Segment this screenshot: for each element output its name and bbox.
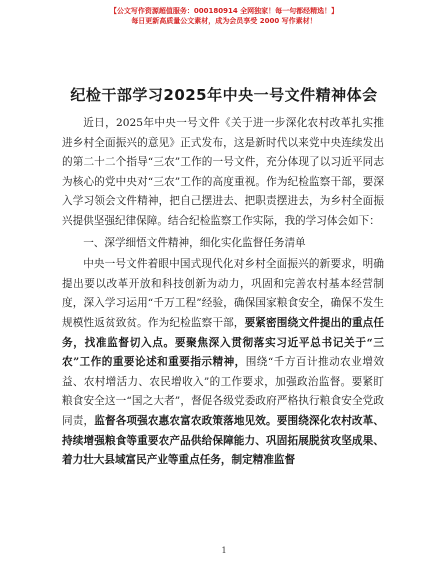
document-body [62, 114, 384, 471]
header-banner [0, 6, 448, 26]
document-title: 纪检干部学习2025年中央一号文件精神体会 [70, 86, 378, 104]
paragraph-2-text-c: 围绕“千方百计推动农业增效益、农村增活力、农民增收入”的工作要求，加强政治监督。要紧盯粮食安全这一“国之大者”，督促各级党委政府严格执行粮食安全党政同责， [62, 356, 384, 427]
paragraph-2 [62, 255, 384, 471]
paragraph-2-bold-2: 要聚焦深入贯彻落实习近平总书记关于“三农”工作的重要论述和重要指示精神， [62, 336, 385, 369]
section-heading-1: 一、深学细悟文件精神，细化实化监督任务清单 [83, 236, 306, 249]
page-number: 1 [221, 546, 227, 555]
intro-paragraph: 近日，2025年中央一号文件《关于进一步深化农村改革扎实推进乡村全面振兴的意见》正式发布，这是新时代以来党中央连续发出的第二十二个指导“三农”工作的一号文件，充分体现了以习近平同志为核心的党中央对“三农”工作的高度重视。作为纪检监察干部，要深入学习领会文件精神，把自己摆进去、把职责摆进去，为乡村全面振兴提供坚强纪律保障。结合纪检监察工作实际，我的学习体会如下： [62, 117, 384, 227]
banner-line-1: 【公文写作资源超值服务：000180914 全网独家！每一句都经精选！】 [109, 7, 339, 15]
paragraph-2-bold-3: 监督各项强农惠农富农政策落地见效。要围绕深化农村改革、持续增强粮食等重要农产品供给保障能力、巩固拓展脱贫攻坚成果、着力壮大县域富民产业等重点任务，制定精准监督 [62, 414, 385, 467]
paragraph-2-text-a: 中央一号文件着眼中国式现代化对乡村全面振兴的新要求，明确提出要以改革开放和科技创新为动力，巩固和完善农村基本经营制度，深入学习运用“千万工程”经验，确保国家粮食安全，确保不发生规模性返贫致贫。作为纪检监察干部， [62, 258, 384, 329]
paragraph-2-bold-1: 要紧密围绕文件提出的重点任务，找准监督切入点。 [62, 316, 385, 349]
banner-line-2: 每日更新高质量公文素材，成为会员享受 2000 写作素材！ [131, 17, 317, 25]
